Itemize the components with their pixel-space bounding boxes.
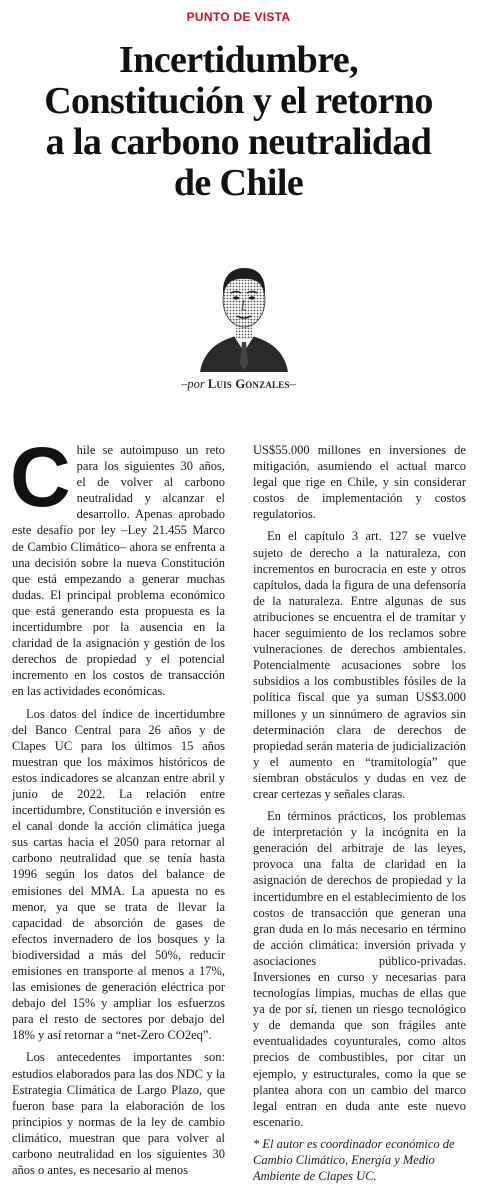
article-paragraph: Los datos del índice de incertidumbre del Banco Central para 26 años y de Clapes UC para los últimos 15 años muestran que los máximos históricos de estos indicadores se alcanzan entre abril y junio de 2022. La relación entre incertidumbre, Constitución e inversión es el canal donde la acción climática juega sus cartas hacia el 2050 para retornar al carbono neutralidad que se tenía hasta 1996 según los datos del balance de emisiones del MMA. La apuesta no es menor, ya que se trata de llevar la capacidad de absorción de gases de efectos invernadero de los bosques y la biodiversidad a más del 50%, reducir emisiones en transporte al menos a 17%, las emisiones de generación eléctrica por debajo del 15% y ampliar los esfuerzos para el resto de sectores por debajo del 18% y así retornar a “net-Zero CO2eq”.	[12, 706, 225, 1043]
headline-line-3: a la carbono neutralidad	[45, 121, 432, 163]
byline-prefix: –por	[181, 377, 205, 391]
headline-line-4: de Chile	[173, 162, 304, 204]
article-paragraph	[10, 430, 225, 700]
headline-line-2: Constitución y el retorno	[44, 80, 433, 122]
author-name: Luis Gonzales	[207, 377, 290, 391]
headline-line-1: Incertidumbre,	[119, 39, 358, 81]
article-paragraph: En términos prácticos, los problemas de interpretación y la incógnita en la generación del arbitraje de las leyes, provoca una falta de claridad en la asignación de derechos de propiedad y la incertidumbre en el establecimiento de los costos de transacción que generan una gran duda en lo más necesario en término de acción climática: inversión privada y asociaciones público-privadas. Inversiones en curso y necesarias para tecnologías limpias, muchas de ellas que ya de por sí, tienen un riesgo tecnológico y de demanda que son frágiles ante eventualidades coyunturales, como altos precios de combustibles, por citar un ejemplo, y estructurales, como la que se plantea ahora con un cambio del marco legal entran en duda ante este nuevo escenario.	[253, 809, 466, 1129]
author-footnote: * El autor es coordinador económico de Cambio Climático, Energía y Medio Ambiente de Clapes UC.	[253, 1136, 455, 1183]
article-column-left	[10, 430, 225, 1184]
byline	[0, 377, 477, 392]
author-portrait	[196, 252, 292, 372]
article-paragraph: US$55.000 millones en inversiones de mitigación, asumiendo el actual marco legal que rige en Chile, y sin considerar costos de implementación y costos regulatorios.	[253, 443, 466, 522]
article-paragraph: En el capítulo 3 art. 127 se vuelve sujeto de derecho a la naturaleza, con incrementos en burocracia en este y otros capítulos, dada la figura de una defensoría de la naturaleza. Entre algunas de sus atribuciones se encuentra el de tramitar y hacer seguimiento de los reclamos sobre vulneraciones de derechos ambientales. Potencialmente acusaciones sobre los subsidios a los combustibles fósiles de la política fiscal que ya suman US$3.000 millones y un sinnúmero de agravios sin determinación clara de derechos de propiedad serán materia de judicialización y el aumento en “tramitología” que siembran obstáculos y dudas en vez de crear certezas y señales claras.	[253, 529, 466, 801]
article-paragraph: Los antecedentes importantes son: estudios elaborados para las dos NDC y la Estrategia Climática de Largo Plazo, que fueron base para la elaboración de los principios y normas de la ley de cambio climático, muestran que para volver al carbono neutralidad en los siguientes 30 años o antes, es necesario al menos	[12, 1050, 225, 1178]
paragraph-text: hile se autoimpuso un reto para los siguientes 30 años, el de volver al carbono neutralidad y alcanzar el desarrollo. Apenas aprobado este desafío por ley –Ley 21.455 Marco de Cambio Climático– ahora se enfrenta a una decisión sobre la nueva Constitución que está empezando a generar muchas dudas. El principal problema económico que está generando esta propuesta es la incertidumbre por la ausencia en la claridad de la asignación y gestión de los derechos de propiedad y el potencial incremento en los costos de transacción en las actividades económicas.	[12, 443, 225, 699]
byline-suffix: –	[289, 377, 296, 391]
article-column-right	[253, 442, 466, 1190]
drop-cap: C	[10, 430, 71, 524]
section-label: PUNTO DE VISTA	[186, 10, 291, 24]
article-headline	[20, 40, 457, 204]
